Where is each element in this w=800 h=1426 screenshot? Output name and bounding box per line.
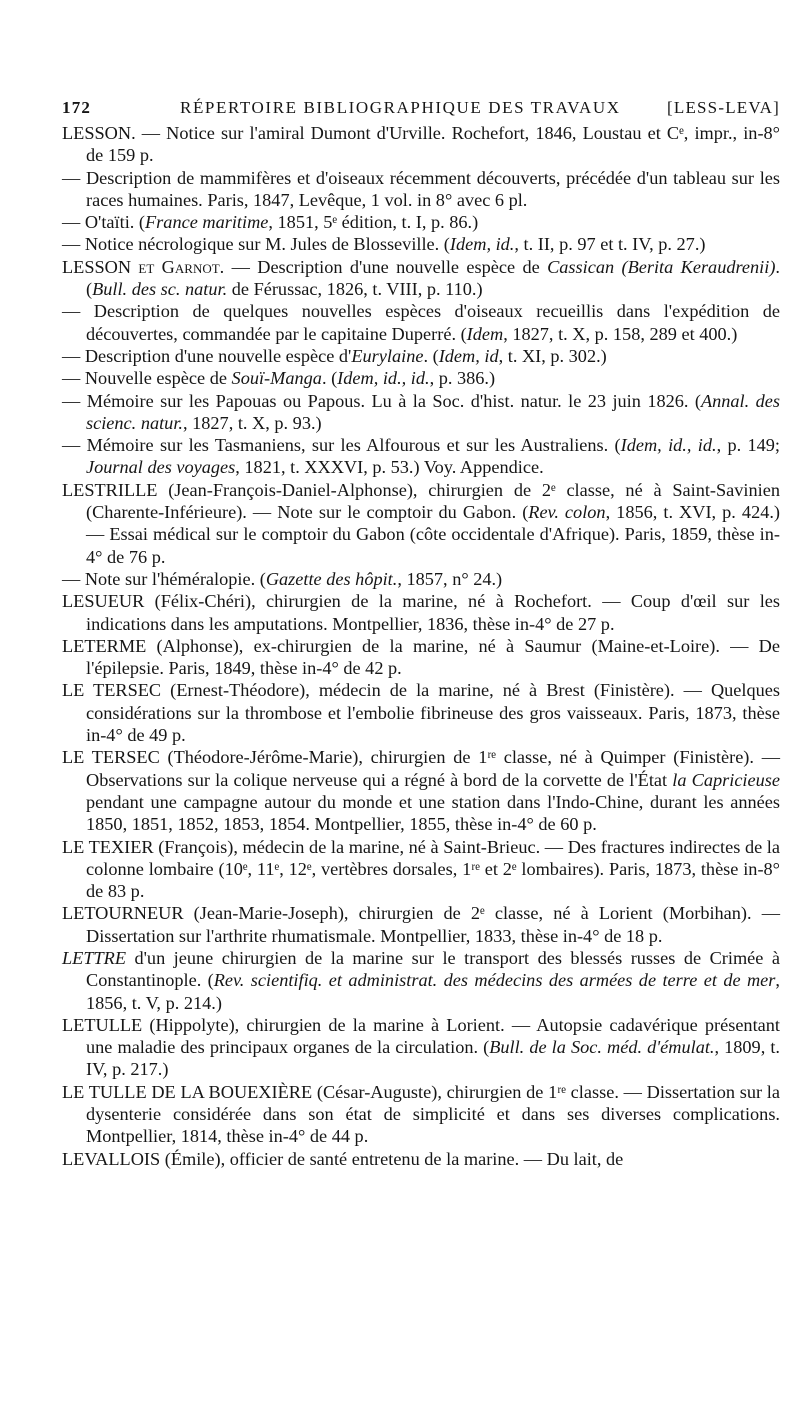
entry-title-italic: Annal. des scienc. natur. — [86, 390, 780, 433]
entry-text: (François), médecin de la marine, né à Saint-Brieuc. — Des fractures indirectes de la colonne lombaire (10ᵉ, 11ᵉ, 12ᵉ, vertèbres dorsales, 1ʳᵉ et 2ᵉ lombaires). Paris, 1873, thèse in-8° de 83 p. — [86, 836, 781, 902]
bibliography-entry — [62, 256, 780, 301]
bibliography-entry — [62, 679, 780, 746]
entry-title-italic: Rev. scientifiq. et administrat. des médecins des armées de terre et de mer — [213, 970, 776, 991]
entry-title-italic: Rev. colon — [528, 502, 606, 523]
bibliography-entry — [62, 1014, 780, 1081]
entry-author: LETULLE — [62, 1014, 143, 1035]
entry-title-italic: Idem, id — [438, 345, 499, 366]
entry-text: (Hippolyte), chirurgien de la marine à Lorient. — Autopsie cadavérique présentant une maladie des principaux organes de la circulation. ( — [86, 1014, 780, 1058]
entry-text: — O'taïti. ( — [62, 212, 146, 233]
entry-text: , 1851, 5ᵉ édition, t. I, p. 86.) — [268, 212, 479, 233]
entry-text: — Mémoire sur les Papouas ou Papous. Lu à la Soc. d'hist. natur. le 23 juin 1826. ( — [62, 390, 701, 411]
bibliography-entry — [62, 568, 780, 590]
entry-text: (Félix-Chéri), chirurgien de la marine, né à Rochefort. — Coup d'œil sur les indications dans les amputations. Montpellier, 1836, thèse in-4° de 27 p. — [86, 591, 780, 634]
entry-text: , t. II, p. 97 et t. IV, p. 27.) — [514, 234, 706, 255]
entry-author: LETERME — [62, 635, 147, 656]
bibliography-entry — [62, 211, 780, 233]
entry-text: . ( — [321, 368, 338, 389]
entry-text: — Description d'une nouvelle espèce de — [224, 256, 548, 277]
entry-title-italic: la Capricieuse — [672, 769, 780, 790]
entry-author: LESTRILLE — [62, 479, 158, 500]
entry-title-italic: Souï-Manga — [231, 368, 322, 389]
bibliography-entry — [62, 434, 780, 479]
entry-text: d'un jeune chirurgien de la marine sur le transport des blessés russes de Crimée à Constantinople. ( — [86, 947, 780, 991]
entry-text: (Émile), officier de santé entretenu de la marine. — Du lait, de — [160, 1148, 624, 1169]
entry-text: — Mémoire sur les Tasmaniens, sur les Alfourous et sur les Australiens. ( — [62, 435, 621, 456]
entry-title-italic: Idem, id. — [449, 234, 515, 255]
entry-text: , p. 386.) — [429, 368, 496, 389]
entry-title-italic: France maritime — [145, 212, 269, 233]
entry-text: pendant une campagne autour du monde et une station dans l'Indo-Chine, durant les années 1850, 1851, 1852, 1853, 1854. Montpellier, 1855, thèse in-4° de 60 p. — [86, 791, 780, 835]
entry-text: , 1809, t. IV, p. 217.) — [86, 1037, 780, 1080]
entry-author: LE TERSEC — [62, 680, 162, 701]
entry-text: — Nouvelle espèce de — [62, 368, 232, 389]
bibliography-entry — [62, 390, 780, 435]
entry-title-italic: Gazette des hôpit. — [265, 568, 398, 589]
entry-author: LE TERSEC — [62, 747, 160, 768]
entry-author: LE TEXIER — [62, 836, 154, 857]
bibliography-entry — [62, 836, 780, 903]
entry-title-italic: Cassican (Berita Keraudrenii) — [547, 256, 776, 277]
entry-text: — Description d'une nouvelle espèce d' — [62, 345, 352, 366]
entry-author: LESUEUR — [62, 591, 145, 612]
page-heading: RÉPERTOIRE BIBLIOGRAPHIQUE DES TRAVAUX — [180, 98, 621, 117]
entry-text: (Ernest-Théodore), médecin de la marine, né à Brest (Finistère). — Quelques considérations sur la thrombose et l'embolie fibrineuse des gros vaisseaux. Paris, 1873, thèse in-4° de 49 p. — [86, 680, 780, 746]
entry-author: LESSON. — [62, 123, 136, 143]
entry-author: LETTRE — [62, 947, 127, 968]
entry-title-italic: Idem, id., id. — [337, 368, 430, 389]
entry-text: , 1827, t. X, p. 93.) — [182, 412, 322, 433]
entry-author: LETOURNEUR — [62, 903, 184, 924]
page-range: [LESS-LEVA] — [667, 98, 780, 117]
entry-text: , 1856, t. XVI, p. 424.) — Essai médical sur le comptoir du Gabon (côte occidentale d'Afrique). Paris, 1859, thèse in-4° de 76 p. — [86, 502, 781, 567]
bibliography-entry — [62, 947, 780, 1014]
bibliography-entry — [62, 902, 780, 947]
entry-text: , 1821, t. XXXVI, p. 53.) Voy. Appendice. — [235, 457, 544, 478]
entry-text: — Description de quelques nouvelles espèces d'oiseaux recueillis dans l'expédition de découvertes, commandée par le capitaine Duperré. ( — [62, 301, 780, 344]
bibliography-entry — [62, 479, 780, 568]
entry-title-italic: Journal des voyages — [86, 457, 236, 478]
entry-author: LEVALLOIS — [62, 1148, 161, 1169]
entry-text: de Férussac, 1826, t. VIII, p. 110.) — [227, 279, 483, 300]
entry-text: — Description de mammifères et d'oiseaux récemment découverts, précédée d'un tableau sur les races humaines. Paris, 1847, Levêque, 1 vol. in 8° avec 6 pl. — [62, 167, 780, 210]
bibliography-entry — [62, 635, 780, 680]
bibliography-entry — [62, 167, 780, 212]
bibliography-entry — [62, 233, 780, 255]
bibliography-entries — [62, 122, 780, 1170]
entry-text: . ( — [86, 256, 780, 300]
entry-author: LESSON et Garnot. — [62, 256, 225, 277]
bibliography-entry — [62, 367, 780, 389]
bibliography-entry — [62, 345, 780, 367]
entry-text: , t. XI, p. 302.) — [498, 345, 607, 366]
bibliography-entry — [62, 590, 780, 635]
entry-text: (Alphonse), ex-chirurgien de la marine, né à Saumur (Maine-et-Loire). — De l'épilepsie. Paris, 1849, thèse in-4° de 42 p. — [86, 635, 780, 679]
entry-text: (Théodore-Jérôme-Marie), chirurgien de 1ʳᵉ classe, né à Quimper (Finistère). — Observations sur la colique nerveuse qui a régné à bord de la corvette de l'État — [86, 747, 780, 790]
entry-author: LE TULLE DE LA BOUEXIÈRE — [62, 1081, 313, 1102]
entry-text: , p. 149; — [716, 435, 780, 456]
entry-text: , 1857, n° 24.) — [397, 568, 503, 589]
entry-title-italic: Bull. de la Soc. méd. d'émulat. — [489, 1037, 715, 1058]
entry-text: , 1856, t. V, p. 214.) — [86, 970, 780, 1013]
entry-text: — Notice sur l'amiral Dumont d'Urville. Rochefort, 1846, Loustau et Cᵉ, impr., in-8° de 159 p. — [86, 123, 780, 166]
entry-text: — Note sur l'héméralopie. ( — [62, 568, 266, 589]
entry-text: — Notice nécrologique sur M. Jules de Blosseville. ( — [62, 234, 450, 255]
entry-title-italic: Idem — [466, 323, 504, 344]
bibliography-entry — [62, 1081, 780, 1148]
entry-title-italic: Bull. des sc. natur. — [92, 279, 228, 300]
running-head — [62, 96, 780, 120]
entry-title-italic: Eurylaine — [351, 345, 424, 366]
entry-text: (César-Auguste), chirurgien de 1ʳᵉ classe. — Dissertation sur la dysenterie considérée dans son état de simplicité et dans ses diverses complications. Montpellier, 1814, thèse in-4° de 44 p. — [86, 1081, 780, 1147]
entry-text: (Jean-Marie-Joseph), chirurgien de 2ᵉ classe, né à Lorient (Morbihan). — Dissertation sur l'arthrite rhumatismale. Montpellier, 1833, thèse in-4° de 18 p. — [86, 903, 780, 946]
entry-text: , 1827, t. X, p. 158, 289 et 400.) — [503, 323, 738, 344]
bibliography-entry — [62, 300, 780, 345]
bibliography-entry — [62, 1148, 780, 1170]
bibliography-entry — [62, 746, 780, 835]
bibliography-entry — [62, 122, 780, 167]
entry-text: . ( — [423, 345, 439, 366]
entry-text: (Jean-François-Daniel-Alphonse), chirurgien de 2ᵉ classe, né à Saint-Savinien (Charente-Inférieure). — Note sur le comptoir du Gabon. ( — [86, 479, 780, 523]
entry-title-italic: Idem, id., id. — [620, 435, 717, 456]
page-number: 172 — [62, 98, 92, 117]
